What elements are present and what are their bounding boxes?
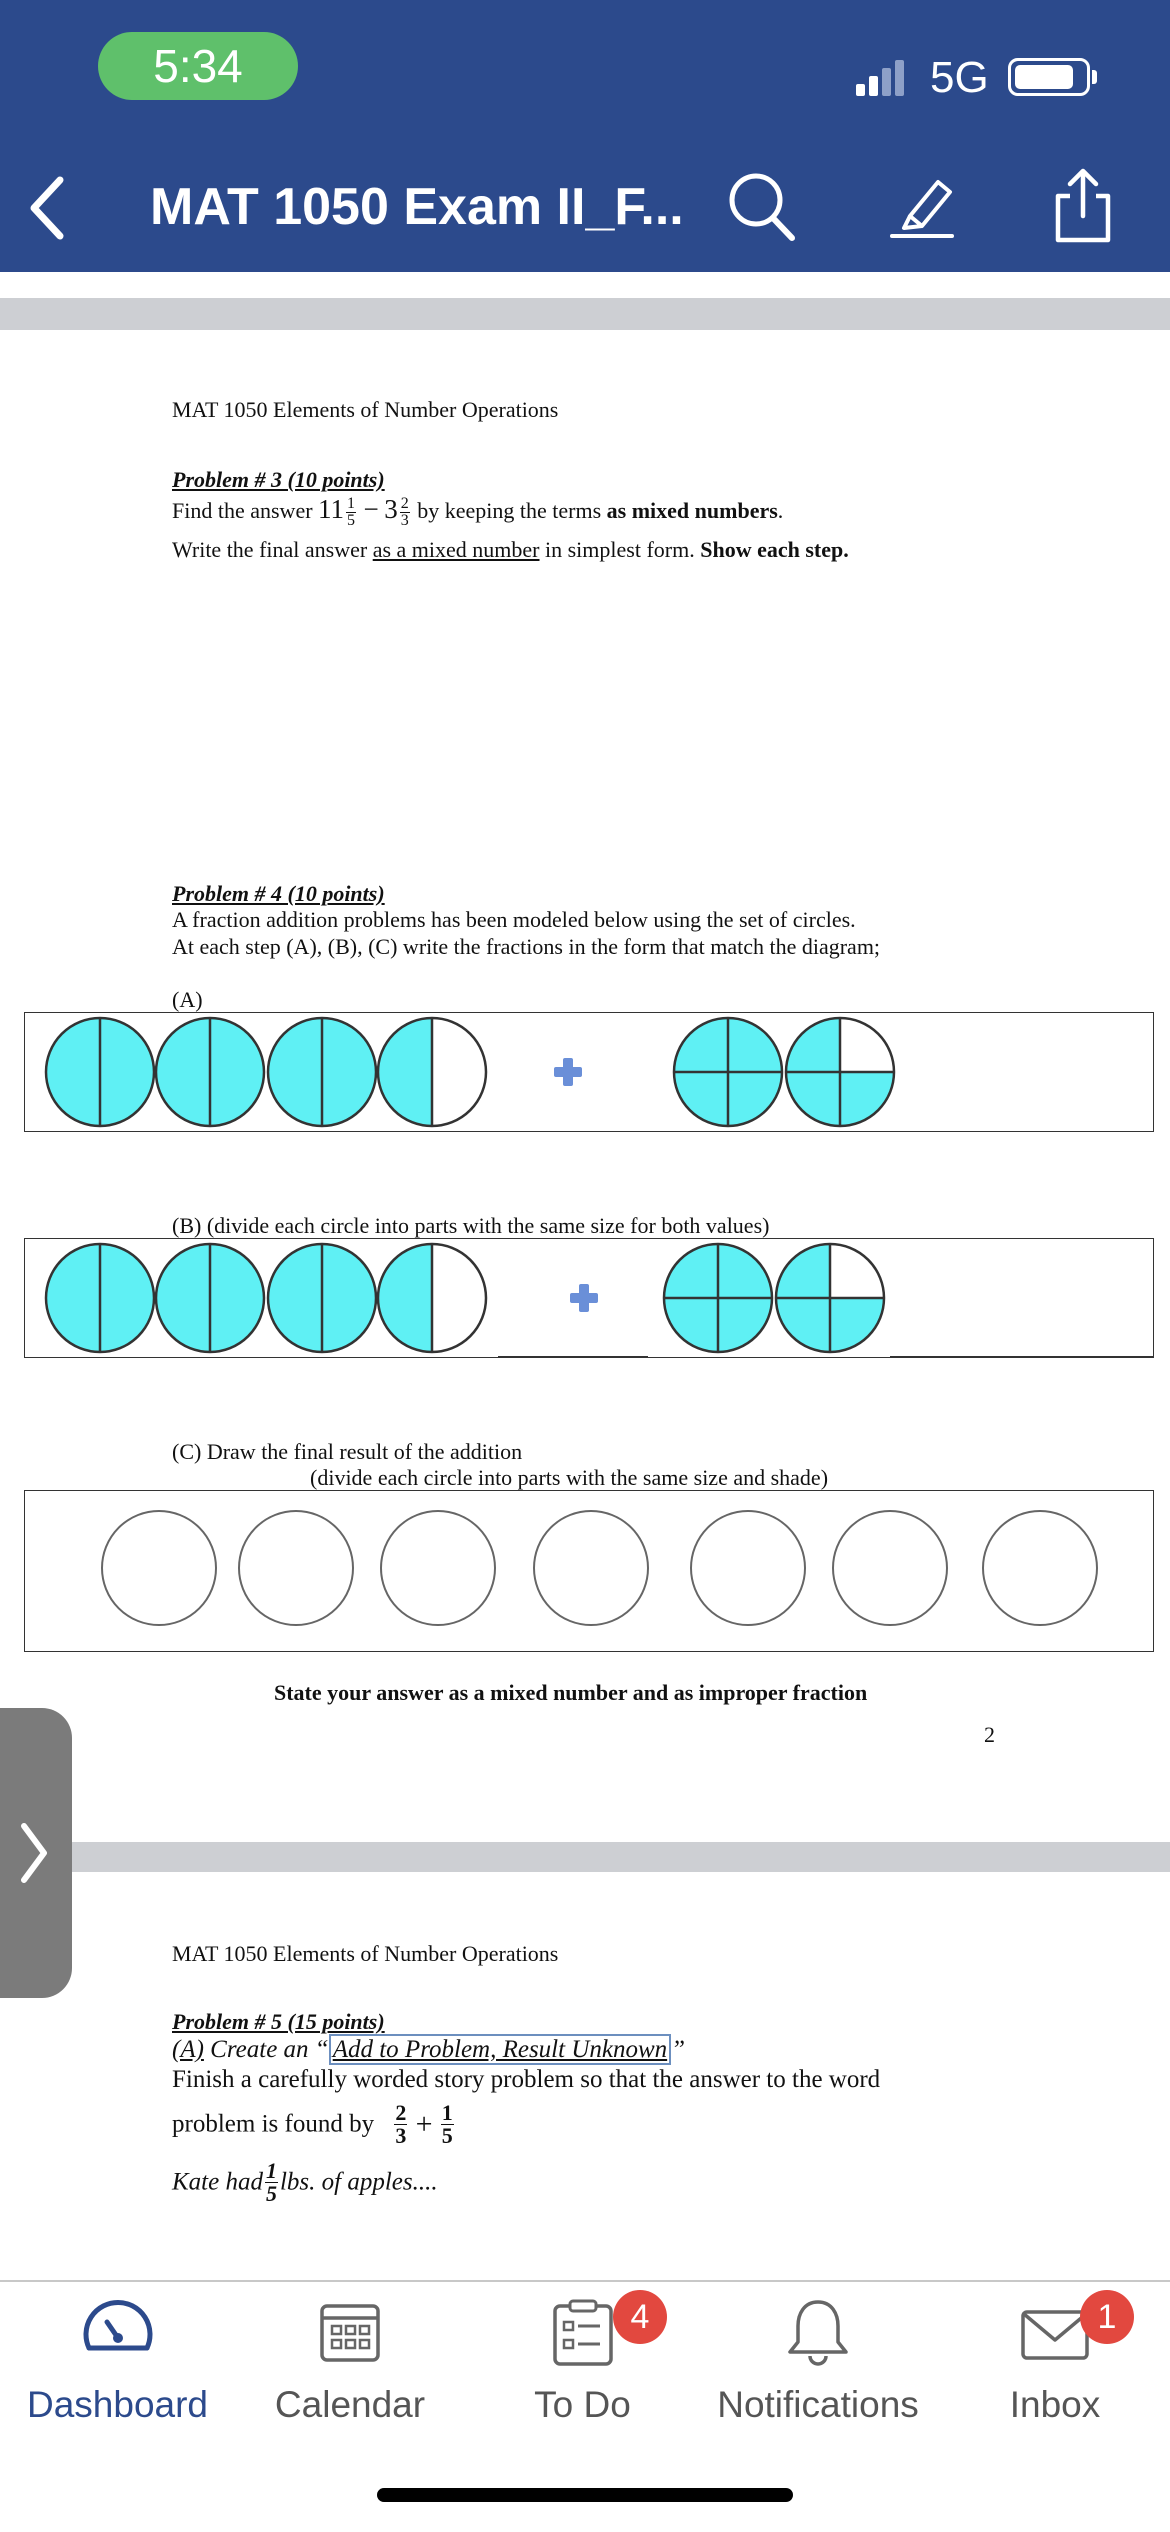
tab-inbox[interactable]: 1 Inbox	[980, 2290, 1130, 2440]
todo-icon	[552, 2298, 614, 2368]
problem-5-title: Problem # 5 (15 points)	[172, 2009, 385, 2034]
page-title: MAT 1050 Exam II_F...	[150, 178, 684, 236]
circle-whole	[156, 1244, 264, 1352]
page-header: MAT 1050 Elements of Number Operations	[172, 1941, 559, 1966]
circle-half-shaded	[378, 1018, 486, 1126]
status-time: 5:34	[98, 32, 298, 100]
answer-blank[interactable]	[890, 1356, 1154, 1357]
tab-todo[interactable]: 4 To Do	[500, 2290, 665, 2440]
step-c-sublabel: (divide each circle into parts with the same size and shade)	[310, 1465, 829, 1490]
answer-blank[interactable]	[498, 1131, 658, 1132]
navigation-bar	[0, 0, 1170, 272]
step-a-diagram	[40, 1016, 920, 1128]
battery-tip	[1092, 70, 1097, 84]
side-drawer-handle[interactable]	[0, 1708, 72, 1998]
step-b-diagram	[40, 1242, 920, 1354]
problem-5-story-start[interactable]: Kate had $\frac{1}{5}$ lbs. of apples....	[172, 2158, 438, 2206]
tab-notifications[interactable]: Notifications	[700, 2290, 936, 2440]
problem-4-line-2: At each step (A), (B), (C) write the fractions in the form that match the diagram;	[172, 934, 881, 959]
home-indicator[interactable]	[377, 2488, 793, 2502]
signal-strength-icon	[854, 58, 914, 98]
circle-whole	[46, 1244, 154, 1352]
network-type: 5G	[930, 53, 989, 102]
bell-icon	[786, 2298, 850, 2366]
circle-three-quarters	[786, 1018, 894, 1126]
empty-circle	[983, 1511, 1097, 1625]
calendar-icon	[319, 2298, 381, 2364]
page-number: 2	[984, 1722, 995, 1747]
circle-whole	[46, 1018, 154, 1126]
empty-circle	[691, 1511, 805, 1625]
circle-quarters-full	[674, 1018, 782, 1126]
state-answer-instruction: State your answer as a mixed number and as improper fraction	[274, 1680, 868, 1705]
problem-3-line-2: Write the final answer as a mixed number in simplest form. Show each step.	[172, 537, 849, 562]
empty-circle	[833, 1511, 947, 1625]
page-header: MAT 1050 Elements of Number Operations	[172, 397, 559, 422]
step-b-label: (B) (divide each circle into parts with the same size for both values)	[172, 1213, 770, 1238]
inbox-badge: 1	[1080, 2290, 1134, 2344]
circle-whole	[156, 1018, 264, 1126]
battery-icon	[1008, 58, 1090, 96]
tab-dashboard[interactable]: Dashboard	[20, 2290, 215, 2440]
step-a-label: (A)	[172, 987, 203, 1012]
problem-5-line-3: problem is found by $\frac{2}{3}$ + $\frac{1}{5}$	[172, 2100, 453, 2148]
circle-whole	[268, 1244, 376, 1352]
share-icon[interactable]	[1048, 166, 1118, 246]
todo-badge: 4	[613, 2290, 667, 2344]
empty-circle	[102, 1511, 216, 1625]
answer-blank[interactable]	[902, 1131, 1154, 1132]
circle-quarters-full	[664, 1244, 772, 1352]
page-separator	[0, 298, 1170, 330]
plus-icon	[554, 1058, 582, 1086]
problem-3-line-1: Find the answer 11 $\frac{1}{5}$ − 3 $\frac{2}{3}$ by keeping the terms as mixed numbers.	[172, 494, 784, 530]
dashboard-icon	[79, 2298, 157, 2360]
problem-5-part-a: (A) Create an “ Add to Problem, Result Unknown ”	[172, 2036, 686, 2063]
empty-circle	[239, 1511, 353, 1625]
answer-blank[interactable]	[498, 1356, 648, 1357]
tab-calendar[interactable]: Calendar	[260, 2290, 440, 2440]
back-chevron-icon[interactable]	[20, 168, 80, 248]
circle-whole	[268, 1018, 376, 1126]
step-c-diagram[interactable]	[24, 1490, 1154, 1652]
page-separator	[0, 1842, 1170, 1872]
problem-4-line-1: A fraction addition problems has been modeled below using the set of circles.	[172, 907, 856, 932]
highlighter-icon[interactable]	[888, 172, 958, 242]
empty-circle	[381, 1511, 495, 1625]
chevron-right-icon	[18, 1820, 48, 1886]
problem-3-title: Problem # 3 (10 points)	[172, 467, 385, 492]
empty-circle	[534, 1511, 648, 1625]
search-icon[interactable]	[726, 170, 796, 244]
problem-5-line-2: Finish a carefully worded story problem so that the answer to the word	[172, 2066, 881, 2093]
step-c-label: (C) Draw the final result of the addition	[172, 1439, 523, 1464]
plus-icon	[570, 1284, 598, 1312]
problem-4-title: Problem # 4 (10 points)	[172, 881, 385, 906]
circle-half-shaded	[378, 1244, 486, 1352]
circle-three-quarters	[776, 1244, 884, 1352]
